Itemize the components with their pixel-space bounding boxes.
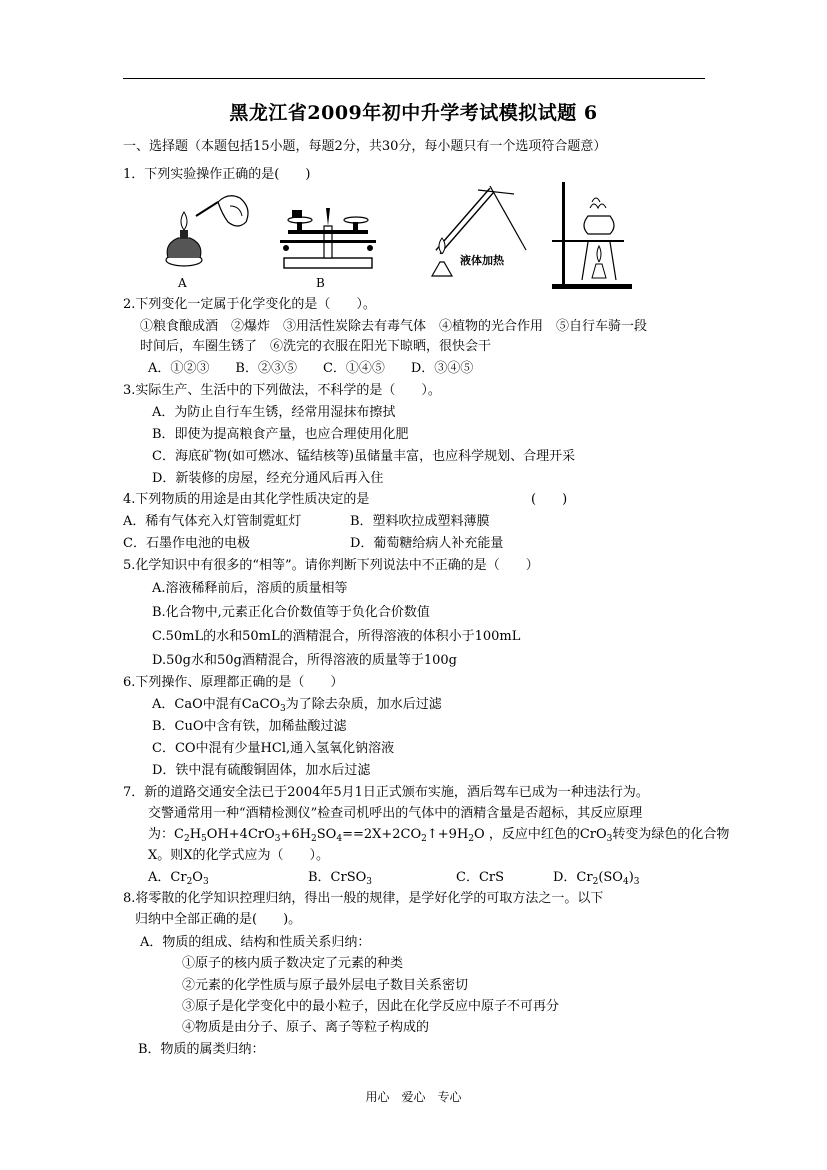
- q8-line2: 归纳中全部正确的是( )。: [135, 912, 302, 927]
- q5-option-c: C.50mL的水和50mL的酒精混合，所得溶液的体积小于100mL: [152, 629, 521, 644]
- q6-option-c: C．CO中混有少量HCl,通入氢氧化钠溶液: [152, 741, 395, 756]
- q3-option-c: C．海底矿物(如可燃冰、锰结核等)虽储量丰富，也应科学规划、合理开采: [152, 449, 576, 464]
- page-title: 黑龙江省2009年初中升学考试模拟试题 6: [229, 102, 598, 124]
- q2-line1: ①粮食酿成酒 ②爆炸 ③用活性炭除去有毒气体 ④植物的光合作用 ⑤自行车骑一段: [140, 319, 648, 334]
- q7-option-b: B．CrSO$_3$: [308, 870, 373, 887]
- q3-stem: 3.实际生产、生活中的下列做法，不科学的是（ ）。: [123, 383, 441, 398]
- q8-b-heading: B．物质的属类归纳：: [138, 1042, 265, 1057]
- q5-option-b: B.化合物中,元素正化合价数值等于负化合价数值: [152, 605, 430, 620]
- q4-option-a: A．稀有气体充入灯管制霓虹灯: [123, 514, 302, 529]
- figure-c-liquid-heating: [418, 182, 528, 286]
- figure-d-stand-heating: [548, 180, 634, 292]
- section-heading: 一、选择题（本题包括15小题，每题2分，共30分，每小题只有一个选项符合题意）: [123, 139, 607, 154]
- q6-stem: 6.下列操作、原理都正确的是（ ）: [123, 675, 344, 690]
- q5-option-a: A.溶液稀释前后，溶质的质量相等: [152, 581, 348, 596]
- q7-option-a: A．$Cr_2O_3$: [148, 870, 209, 887]
- q7-option-d: D．$Cr_2(SO_4)_3$: [553, 870, 640, 887]
- figure-b-balance: [278, 196, 378, 276]
- q3-option-d: D．新装修的房屋，经充分通风后再入住: [152, 471, 384, 486]
- q4-stem: 4.下列物质的用途是由其化学性质决定的是: [123, 492, 370, 507]
- q7-line2: 交警通常用一种“酒精检测仪”检查司机呼出的气体中的酒精含量是否超标，其反应原理: [148, 806, 643, 821]
- figure-c-caption: 液体加热: [460, 254, 504, 267]
- figure-b-label: B: [316, 276, 325, 290]
- q6-option-a: A．CaO中混有CaCO$_3$为了除去杂质，加水后过滤: [152, 697, 442, 714]
- q8-a-item3: ③原子是化学变化中的最小粒子，因此在化学反应中原子不可再分: [182, 999, 560, 1014]
- figure-a-alcohol-lamp: [160, 192, 255, 274]
- q8-a-item2: ②元素的化学性质与原子最外层电子数目关系密切: [182, 978, 469, 993]
- q7-line4: X。则X的化学式应为（ ）。: [148, 848, 330, 863]
- page-footer: 用心 爱心 专心: [365, 1090, 462, 1104]
- q8-a-item4: ④物质是由分子、原子、离子等粒子构成的: [182, 1020, 430, 1035]
- q2-line2: 时间后，车圈生锈了 ⑥洗完的衣服在阳光下晾晒，很快会干: [140, 339, 492, 354]
- q2-options: A．①②③ B．②③⑤ C．①④⑤ D．③④⑤: [148, 361, 474, 376]
- q8-a-item1: ①原子的核内质子数决定了元素的种类: [182, 956, 404, 971]
- q5-stem: 5.化学知识中有很多的“相等”。请你判断下列说法中不正确的是（ ）: [123, 558, 539, 573]
- q8-line1: 8.将零散的化学知识控理归纳，得出一般的规律，是学好化学的可取方法之一。以下: [123, 891, 604, 906]
- q3-option-b: B．即使为提高粮食产量，也应合理使用化肥: [152, 427, 409, 442]
- q4-option-d: D．葡萄糖给病人补充能量: [350, 536, 504, 551]
- q7-equation: 为：$C_2H_5OH+4CrO_3+6H_2SO_4==2X+2CO_2↑+9H_2O$ ，反应中红色的CrO$_3$转变为绿色的化合物: [148, 827, 730, 844]
- q4-paren: ( ): [531, 492, 568, 507]
- q5-option-d: D.50g水和50g酒精混合，所得溶液的质量等于100g: [152, 653, 457, 668]
- q8-a-heading: A．物质的组成、结构和性质关系归纳：: [140, 935, 371, 950]
- header-rule: [123, 78, 705, 79]
- q6-option-b: B．CuO中含有铁，加稀盐酸过滤: [152, 719, 347, 734]
- q4-option-c: C．石墨作电池的电极: [123, 536, 250, 551]
- q7-option-c: C．CrS: [456, 870, 505, 885]
- q1-stem: 1．下列实验操作正确的是( ): [123, 167, 311, 182]
- q2-stem: 2.下列变化一定属于化学变化的是（ ）。: [123, 297, 376, 312]
- q7-line1: 7．新的道路交通安全法已于2004年5月1日正式颁布实施，酒后驾车已成为一种违法行为。: [123, 785, 649, 800]
- q3-option-a: A．为防止自行车生锈，经常用湿抹布擦拭: [152, 405, 396, 420]
- figure-a-label: A: [178, 276, 187, 290]
- q6-option-d: D．铁中混有硫酸铜固体，加水后过滤: [152, 763, 371, 778]
- q4-option-b: B．塑料吹拉成塑料薄膜: [350, 514, 490, 529]
